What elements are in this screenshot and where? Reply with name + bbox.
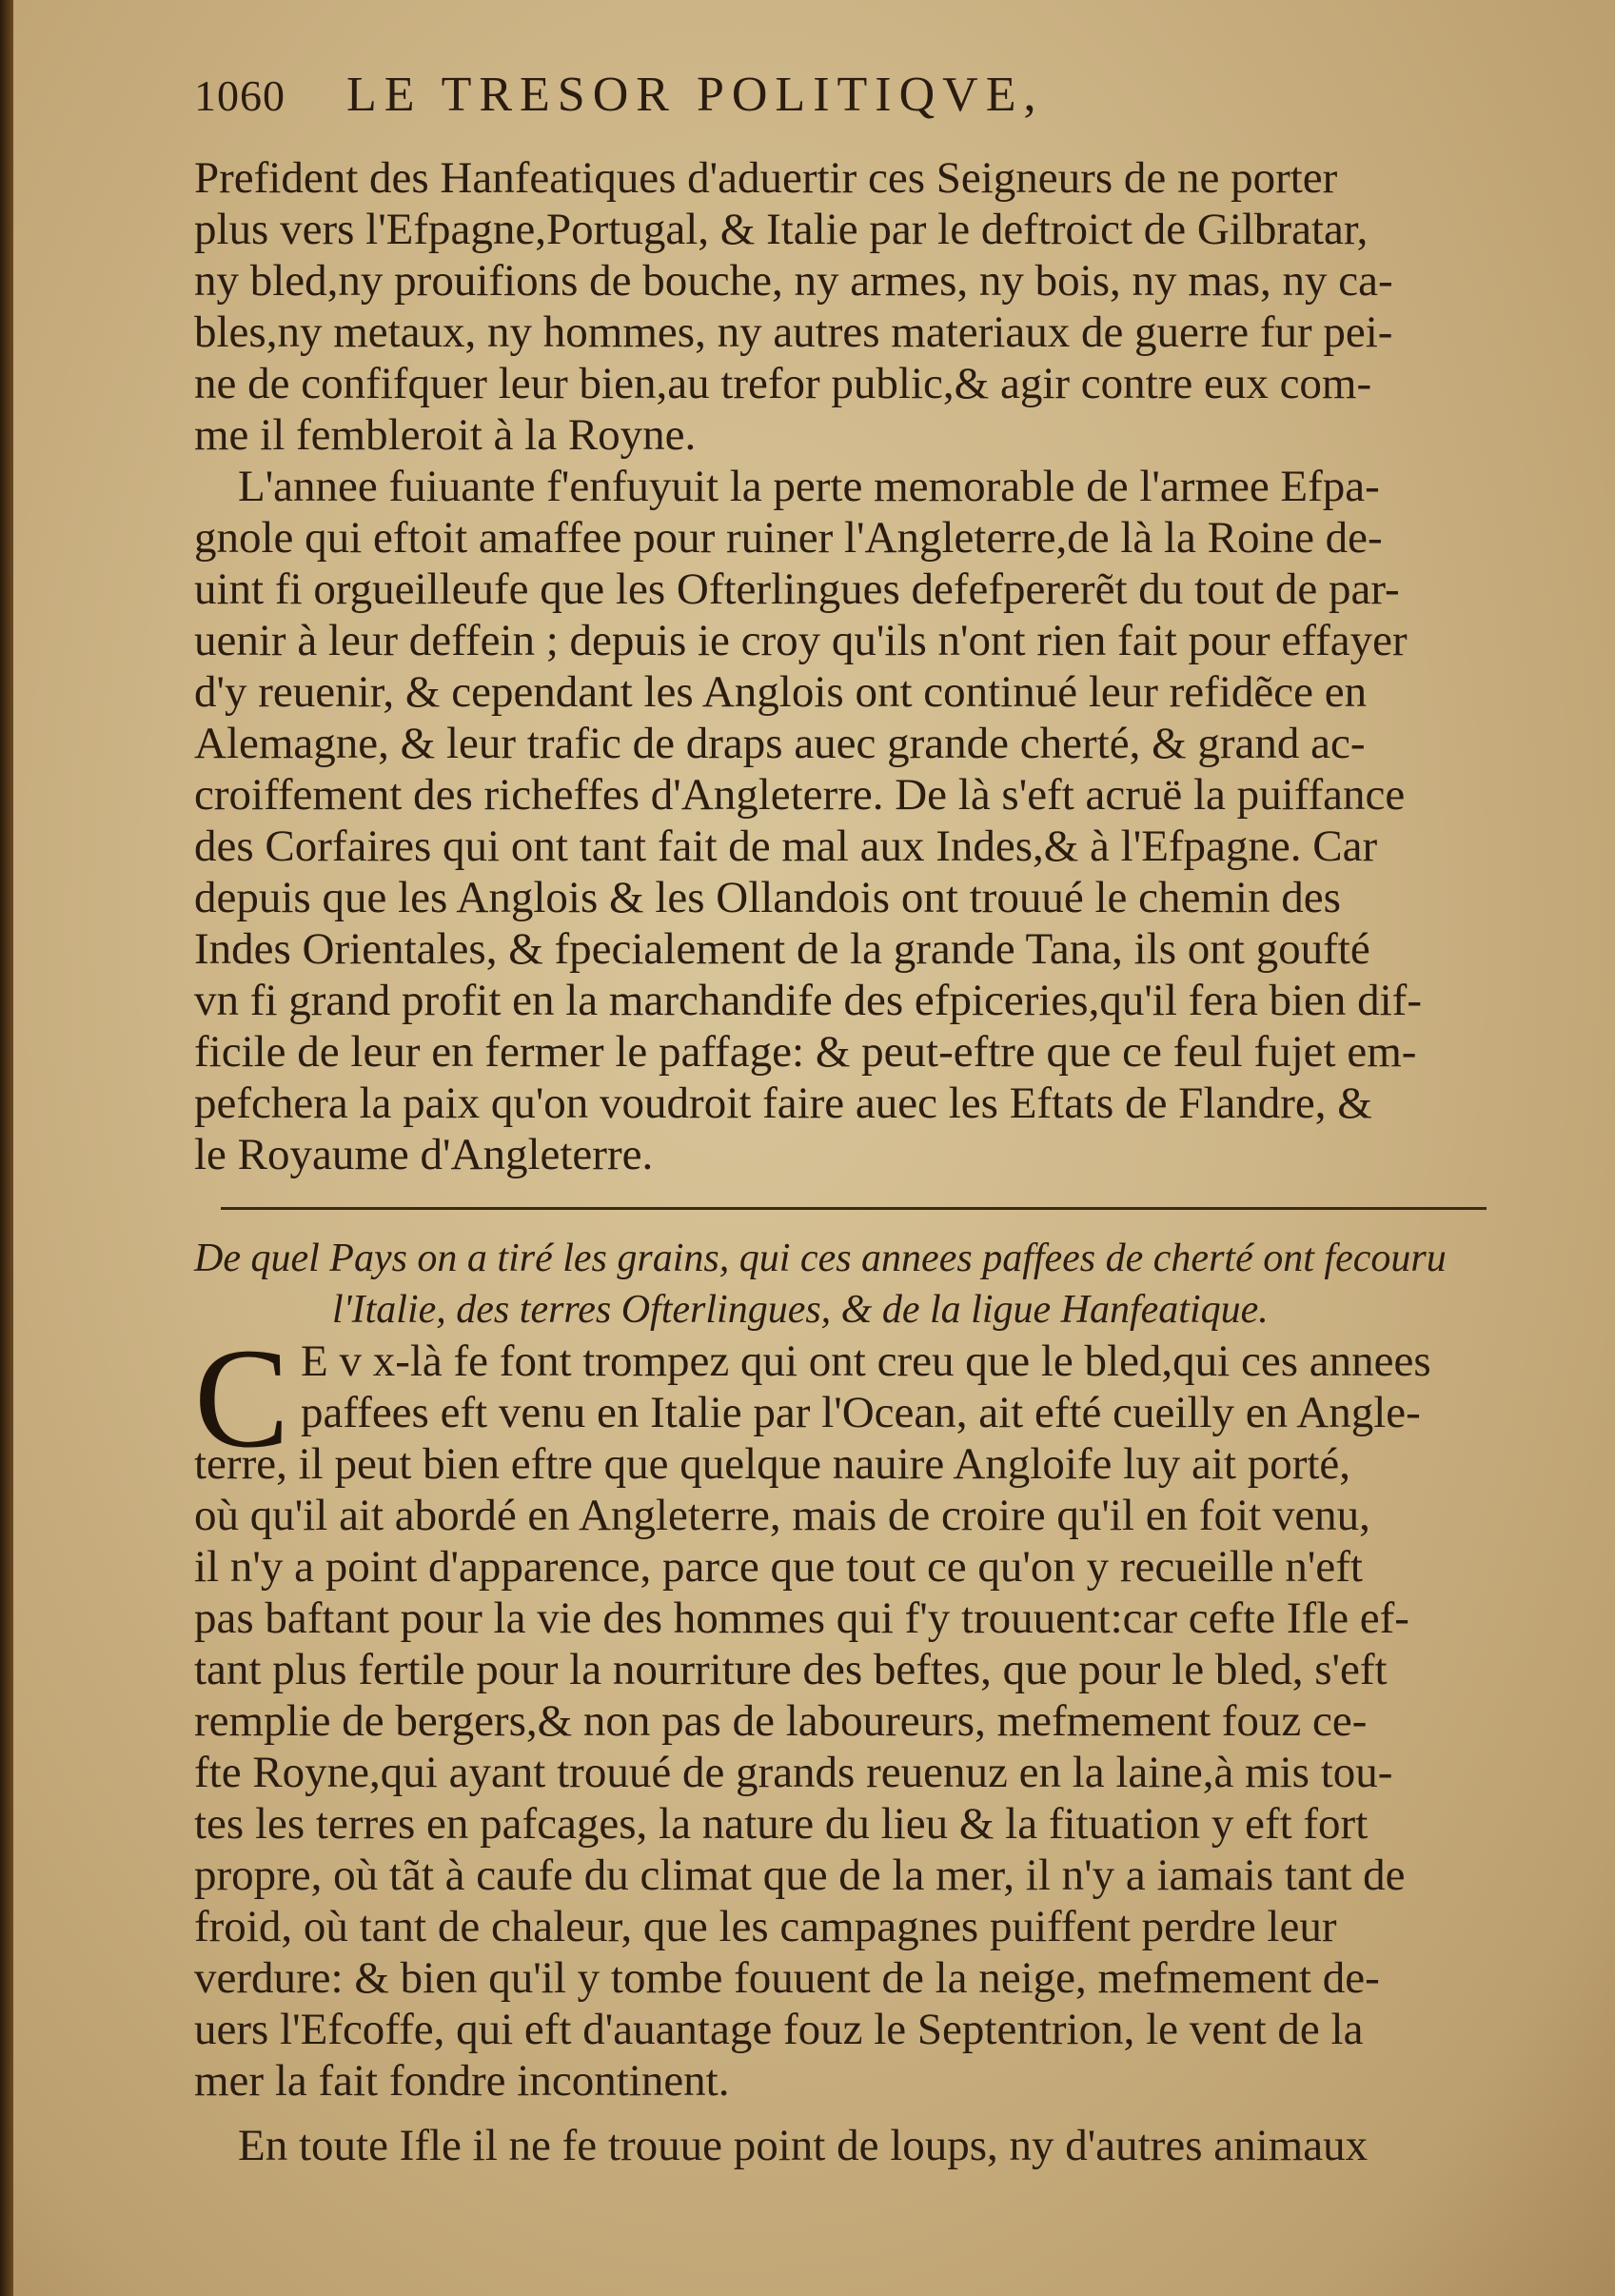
- text-line: uint fi orgueilleufe que les Ofterlingues defefpererẽt du tout de par-: [194, 564, 1400, 614]
- paragraph-3: [194, 1438, 1488, 2107]
- text-line: le Royaume d'Angleterre.: [194, 1130, 654, 1179]
- text-line: bles,ny metaux, ny hommes, ny autres materiaux de guerre fur pei-: [194, 307, 1393, 357]
- text-line: des Corfaires qui ont tant fait de mal aux Indes,& à l'Efpagne. Car: [194, 821, 1378, 871]
- text-line: ficile de leur en fermer le paffage: & peut-eftre que ce feul fujet em-: [194, 1027, 1417, 1077]
- text-line: d'y reuenir, & cependant les Anglois ont continué leur refidẽce en: [194, 667, 1368, 717]
- text-line: Alemagne, & leur trafic de draps auec grande cherté, & grand ac-: [194, 719, 1366, 768]
- page-number: 1060: [194, 71, 286, 120]
- text-line: L'annee fuiuante f'enfuyuit la perte memorable de l'armee Efpa-: [238, 462, 1380, 511]
- text-line: froid, où tant de chaleur, que les campagnes puiffent perdre leur: [194, 1902, 1337, 1951]
- paragraph-1: [194, 152, 1488, 461]
- text-line: tes les terres en pafcages, la nature du lieu & la fituation y eft fort: [194, 1799, 1369, 1849]
- paragraph-2: [194, 461, 1488, 1180]
- chapter-title-line-1: De quel Pays on a tiré les grains, qui ces annees paffees de cherté ont fecouru: [194, 1237, 1447, 1280]
- text-line: gnole qui eftoit amaffee pour ruiner l'Angleterre,de là la Roine de-: [194, 513, 1383, 563]
- drop-cap: C: [194, 1319, 290, 1477]
- book-page: [13, 0, 1615, 2296]
- text-line: En toute Ifle il ne fe trouue point de loups, ny d'autres animaux: [238, 2121, 1369, 2170]
- text-line: ny bled,ny prouifions de bouche, ny armes, ny bois, ny mas, ny ca-: [194, 256, 1393, 306]
- text-line: vn fi grand profit en la marchandife des efpiceries,qu'il fera bien dif-: [194, 976, 1422, 1025]
- text-block: [194, 67, 1488, 2171]
- text-line: croiffement des richeffes d'Angleterre. De là s'eft acruë la puiffance: [194, 770, 1406, 820]
- text-line: me il fembleroit à la Royne.: [194, 410, 697, 460]
- text-line: fte Royne,qui ayant trouué de grands reuenuz en la laine,à mis tou-: [194, 1748, 1393, 1797]
- page-edge-shadow: [0, 0, 13, 2296]
- section-divider: [221, 1207, 1487, 1210]
- chapter-title-line-2: l'Italie, des terres Ofterlingues, & de la ligue Hanfeatique.: [332, 1288, 1269, 1332]
- text-line: verdure: & bien qu'il y tombe fouuent de la neige, mefmement de-: [194, 1953, 1380, 2003]
- text-line: depuis que les Anglois & les Ollandois ont trouué le chemin des: [194, 873, 1341, 922]
- text-line: plus vers l'Efpagne,Portugal, & Italie par le deftroict de Gilbratar,: [194, 205, 1369, 254]
- running-title: LE TRESOR POLITIQVE,: [346, 68, 1044, 122]
- text-line: paffees eft venu en Italie par l'Ocean, ait efté cueilly en Angle-: [301, 1388, 1421, 1437]
- text-line: propre, où tãt à caufe du climat que de la mer, il n'y a iamais tant de: [194, 1851, 1406, 1900]
- text-line: remplie de bergers,& non pas de laboureurs, mefmement fouz ce-: [194, 1696, 1368, 1746]
- text-line: où qu'il ait abordé en Angleterre, mais de croire qu'il en foit venu,: [194, 1491, 1370, 1540]
- text-line: Indes Orientales, & fpecialement de la grande Tana, ils ont goufté: [194, 924, 1370, 974]
- text-line: tant plus fertile pour la nourriture des beftes, que pour le bled, s'eft: [194, 1645, 1388, 1694]
- text-line: uenir à leur deffein ; depuis ie croy qu'ils n'ont rien fait pour effayer: [194, 616, 1408, 665]
- text-line: terre, il peut bien eftre que quelque nauire Angloife luy ait porté,: [194, 1439, 1351, 1489]
- text-line: uers l'Efcoffe, qui eft d'auantage fouz le Septentrion, le vent de la: [194, 2005, 1364, 2054]
- text-line: pefchera la paix qu'on voudroit faire auec les Eftats de Flandre, &: [194, 1079, 1372, 1128]
- text-line: mer la fait fondre incontinent.: [194, 2056, 730, 2106]
- text-line: E v x-là fe font trompez qui ont creu que le bled,qui ces annees: [301, 1336, 1431, 1386]
- text-line: ne de confifquer leur bien,au trefor public,& agir contre eux com-: [194, 359, 1372, 408]
- chapter-title: [194, 1233, 1488, 1336]
- text-line: il n'y a point d'apparence, parce que tout ce qu'on y recueille n'eft: [194, 1542, 1363, 1592]
- page-header: [194, 67, 1488, 152]
- text-line: pas baftant pour la vie des hommes qui f'y trouuent:car cefte Ifle ef-: [194, 1593, 1409, 1643]
- text-line: Prefident des Hanfeatiques d'aduertir ces Seigneurs de ne porter: [194, 153, 1338, 203]
